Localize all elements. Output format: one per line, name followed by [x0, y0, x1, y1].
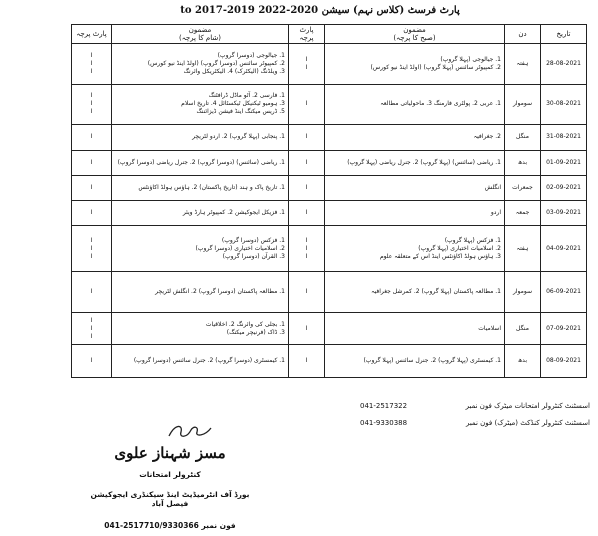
evening-subject-cell-line: 2. کمپیوٹر سائنس (دوسرا گروپ) (اولڈ اینڈ نیو کورس): [147, 59, 285, 67]
board-phone: 041-2517710/9330366 فون نمبر: [104, 521, 236, 530]
evening-part-cell: [72, 344, 112, 377]
evening-part-cell: [72, 44, 112, 85]
evening-part-cell-line: I: [90, 133, 93, 141]
evening-subject-cell-line: 5. ڈریس میکنگ اینڈ فیشن ڈیزائننگ: [196, 108, 285, 116]
evening-subject-cell-line: 1. بجلی کی وائرنگ 2. اخلاقیات: [205, 320, 285, 328]
signature-block: [90, 418, 250, 536]
date-cell: 08-09-2021: [541, 344, 587, 377]
header-morning-part: پارٹ پرچہ: [289, 25, 325, 44]
morning-part-cell-line: I: [305, 183, 308, 191]
morning-part-cell-line: I: [305, 209, 308, 217]
schedule-row: [72, 201, 587, 226]
evening-part-cell-line: I: [90, 332, 93, 340]
evening-part-cell-line: I: [90, 158, 93, 166]
day-cell: جمعرات: [505, 175, 541, 200]
evening-subject-cell-line: 1. فزکس (دوسرا گروپ): [221, 236, 285, 244]
morning-part-cell: [289, 272, 325, 313]
evening-subject-cell: [112, 272, 289, 313]
morning-part-cell: [289, 226, 325, 272]
morning-subject-cell: [325, 150, 505, 175]
evening-subject-cell: [112, 201, 289, 226]
morning-part-cell: [289, 344, 325, 377]
morning-part-cell-line: I: [305, 244, 308, 252]
evening-part-cell-line: I: [90, 67, 93, 75]
evening-part-cell-line: I: [90, 244, 93, 252]
evening-subject-cell-line: 1. فزیکل ایجوکیشن 2. کمپیوٹر ہارڈ ویئر: [182, 209, 285, 217]
morning-subject-cell: [325, 272, 505, 313]
schedule-row: [72, 150, 587, 175]
evening-subject-cell-line: 1. پنجابی (پہلا گروپ) 2. اردو لٹریچر: [192, 133, 285, 141]
date-cell: 03-09-2021: [541, 201, 587, 226]
day-cell: جمعہ: [505, 201, 541, 226]
day-cell: ہفتہ: [505, 226, 541, 272]
contact-row: [360, 402, 590, 419]
evening-subject-cell-line: 3. ڈاک (فرنیچر میکنگ): [226, 328, 285, 336]
header-date: تاریخ: [541, 25, 587, 44]
board-name: بورڈ آف انٹرمیڈیٹ اینڈ سیکنڈری ایجوکیشن فیصل آباد: [90, 490, 250, 508]
evening-subject-cell: [112, 84, 289, 125]
morning-part-cell: [289, 125, 325, 150]
morning-subject-cell-line: 1. فزکس (پہلا گروپ): [444, 236, 501, 244]
morning-part-cell: [289, 150, 325, 175]
header-row: [72, 25, 587, 44]
morning-subject-cell: [325, 84, 505, 125]
morning-subject-cell-line: اردو: [490, 209, 501, 217]
contact-number: 041-9330388: [360, 419, 408, 427]
schedule-row: [72, 44, 587, 85]
controller-designation: کنٹرولر امتحانات: [139, 470, 201, 479]
morning-part-cell: [289, 201, 325, 226]
evening-subject-cell-line: 3. ہومیو ٹیکنیکل ٹیکسٹائل 4. تاریخ اسلام: [181, 100, 285, 108]
morning-subject-cell-line: 1. مطالعہ پاکستان (پہلا گروپ) 2. کمرشل جغرافیہ: [371, 288, 501, 296]
morning-part-cell-line: I: [305, 63, 308, 71]
morning-subject-cell-line: 1. عربی 2. پولٹری فارمنگ 3. ماحولیاتی مطالعہ: [380, 100, 501, 108]
contact-number: 041-2517322: [360, 402, 408, 410]
evening-part-cell-line: I: [90, 316, 93, 324]
evening-subject-cell: [112, 226, 289, 272]
evening-part-cell: [72, 201, 112, 226]
header-evening-subject: مضمون (شام کا پرچہ): [112, 25, 289, 44]
morning-part-cell: [289, 84, 325, 125]
evening-part-cell-line: I: [90, 59, 93, 67]
morning-part-cell-line: I: [305, 133, 308, 141]
evening-part-cell-line: I: [90, 92, 93, 100]
date-cell: 28-08-2021: [541, 44, 587, 85]
day-cell: سوموار: [505, 272, 541, 313]
evening-part-cell-line: I: [90, 209, 93, 217]
schedule-row: [72, 344, 587, 377]
evening-part-cell: [72, 150, 112, 175]
morning-subject-cell-line: اسلامیات: [478, 324, 501, 332]
schedule-row: [72, 175, 587, 200]
morning-part-cell: [289, 313, 325, 345]
evening-subject-cell: [112, 44, 289, 85]
morning-part-cell-line: I: [305, 158, 308, 166]
evening-part-cell-line: I: [90, 236, 93, 244]
morning-part-cell: [289, 44, 325, 85]
morning-part-cell: [289, 175, 325, 200]
evening-subject-cell-line: 2. اسلامیات اختیاری (دوسرا گروپ): [195, 244, 285, 252]
contact-label: اسسٹنٹ کنٹرولر کنڈکٹ (میٹرک) فون نمبر: [465, 419, 590, 427]
morning-subject-cell-line: 1. ریاضی (سائنس) (پہلا گروپ) 2. جنرل ریاضی (پہلا گروپ): [347, 158, 501, 166]
date-cell: 07-09-2021: [541, 313, 587, 345]
schedule-row: [72, 272, 587, 313]
date-cell: 31-08-2021: [541, 125, 587, 150]
morning-subject-cell-line: 1. جیالوجی (پہلا گروپ): [440, 55, 501, 63]
header-evening-part: پارٹ پرچہ: [72, 25, 112, 44]
morning-part-cell-line: I: [305, 356, 308, 364]
morning-subject-cell-line: 3. ہاؤس ہولڈ اکاؤنٹس اینڈ اس کے متعلقہ علوم: [379, 252, 501, 260]
morning-part-cell-line: I: [305, 288, 308, 296]
day-cell: سوموار: [505, 84, 541, 125]
morning-subject-cell-line: 2. اسلامیات اختیاری (پہلا گروپ): [418, 244, 501, 252]
evening-subject-cell: [112, 313, 289, 345]
evening-part-cell-line: I: [90, 356, 93, 364]
evening-part-cell-line: I: [90, 100, 93, 108]
morning-subject-cell: [325, 226, 505, 272]
contact-row: [360, 419, 590, 436]
date-cell: 02-09-2021: [541, 175, 587, 200]
evening-part-cell: [72, 125, 112, 150]
morning-part-cell-line: I: [305, 100, 308, 108]
evening-subject-cell: [112, 175, 289, 200]
evening-subject-cell-line: 1. کیمسٹری (دوسرا گروپ) 2. جنرل سائنس (دوسرا گروپ): [133, 356, 285, 364]
evening-part-cell-line: I: [90, 51, 93, 59]
morning-subject-cell: [325, 44, 505, 85]
day-cell: بدھ: [505, 344, 541, 377]
day-cell: ہفتہ: [505, 44, 541, 85]
evening-subject-cell-line: 3. القرآن (دوسرا گروپ): [222, 252, 285, 260]
date-sheet-table: [71, 24, 587, 378]
morning-part-cell-line: I: [305, 55, 308, 63]
evening-part-cell: [72, 84, 112, 125]
morning-subject-cell-line: انگلش: [484, 183, 501, 191]
schedule-row: [72, 84, 587, 125]
morning-part-cell-line: I: [305, 236, 308, 244]
morning-subject-cell-line: 2. کمپیوٹر سائنس (پہلا گروپ) (اولڈ اینڈ نیو کورس): [370, 63, 501, 71]
evening-part-cell-line: I: [90, 183, 93, 191]
header-day: دن: [505, 25, 541, 44]
date-cell: 01-09-2021: [541, 150, 587, 175]
evening-part-cell: [72, 226, 112, 272]
page-title: پارٹ فرسٹ (کلاس نہم) سیشن 2020-2022 to 2017-2019: [180, 5, 460, 16]
schedule-row: [72, 226, 587, 272]
signature-scribble: [165, 420, 215, 442]
date-cell: 04-09-2021: [541, 226, 587, 272]
contact-label: اسسٹنٹ کنٹرولر امتحانات میٹرک فون نمبر: [465, 402, 590, 410]
morning-subject-cell: [325, 201, 505, 226]
evening-subject-cell: [112, 125, 289, 150]
day-cell: بدھ: [505, 150, 541, 175]
evening-subject-cell-line: 3. ویلڈنگ (الیکٹرک) 4. الیکٹریکل وائرنگ: [183, 67, 285, 75]
controller-name: مسز شہناز علوی: [114, 444, 226, 462]
evening-part-cell-line: I: [90, 288, 93, 296]
evening-subject-cell: [112, 150, 289, 175]
evening-subject-cell-line: 1. جیالوجی (دوسرا گروپ): [217, 51, 285, 59]
schedule-row: [72, 125, 587, 150]
day-cell: منگل: [505, 313, 541, 345]
morning-subject-cell-line: 1. کیمسٹری (پہلا گروپ) 2. جنرل سائنس (پہلا گروپ): [363, 356, 501, 364]
day-cell: منگل: [505, 125, 541, 150]
evening-part-cell-line: I: [90, 324, 93, 332]
evening-subject-cell-line: 1. مطالعہ پاکستان (دوسرا گروپ) 2. انگلش لٹریچر: [155, 288, 285, 296]
evening-part-cell: [72, 272, 112, 313]
evening-subject-cell: [112, 344, 289, 377]
morning-part-cell-line: I: [305, 324, 308, 332]
evening-part-cell: [72, 175, 112, 200]
evening-subject-cell-line: 1. ریاضی (سائنس) (دوسرا گروپ) 2. جنرل ریاضی (دوسرا گروپ): [117, 158, 285, 166]
contacts-block: [360, 402, 590, 436]
header-morning-subject: مضمون (صبح کا پرچہ): [325, 25, 505, 44]
evening-part-cell-line: I: [90, 252, 93, 260]
date-cell: 30-08-2021: [541, 84, 587, 125]
date-cell: 06-09-2021: [541, 272, 587, 313]
morning-subject-cell: [325, 175, 505, 200]
morning-subject-cell-line: 2. جغرافیہ: [473, 133, 501, 141]
morning-subject-cell: [325, 344, 505, 377]
evening-subject-cell-line: 1. تاریخ پاک و ہند (تاریخ پاکستان) 2. ہاؤس ہولڈ اکاؤنٹس: [138, 183, 285, 191]
schedule-row: [72, 313, 587, 345]
evening-part-cell-line: I: [90, 108, 93, 116]
morning-subject-cell: [325, 313, 505, 345]
morning-subject-cell: [325, 125, 505, 150]
evening-subject-cell-line: 1. فارسی 2. آٹو ماڈل ڈرافٹنگ: [208, 92, 285, 100]
evening-part-cell: [72, 313, 112, 345]
morning-part-cell-line: I: [305, 252, 308, 260]
